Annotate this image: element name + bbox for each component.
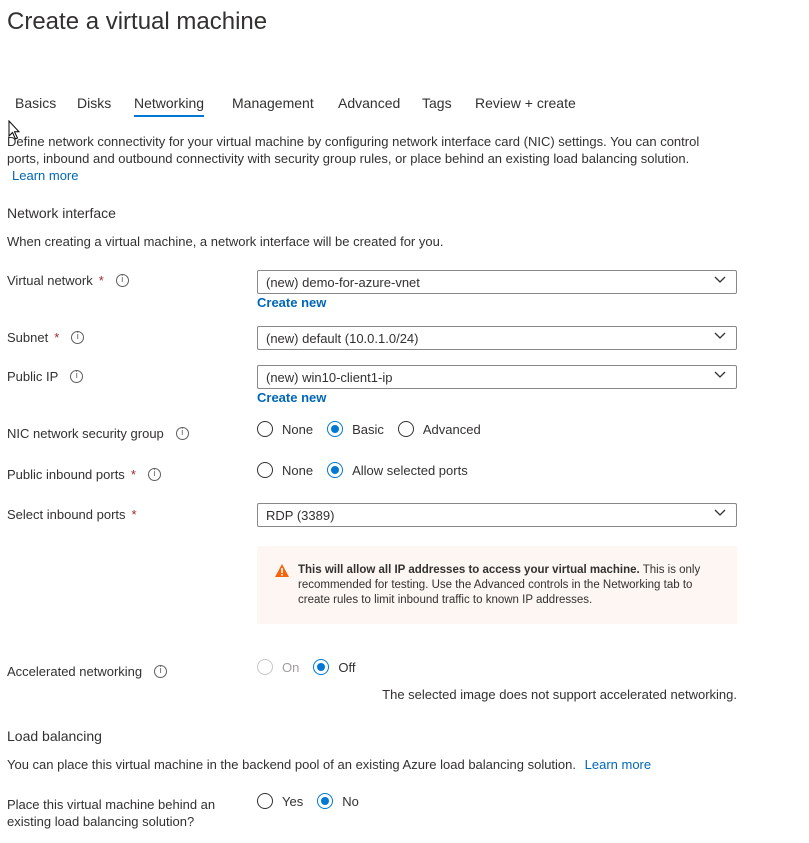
- radio-button[interactable]: [257, 462, 273, 478]
- nsg-label: NIC network security group i: [7, 426, 189, 441]
- tab-bar: [0, 92, 809, 120]
- nsg-option-basic[interactable]: Basic: [327, 421, 384, 437]
- select-inbound-ports-dropdown[interactable]: [257, 503, 737, 527]
- info-icon[interactable]: i: [70, 370, 83, 383]
- chevron-down-icon: [714, 371, 726, 379]
- chevron-down-icon: [714, 332, 726, 340]
- nsg-radio-group: [257, 421, 495, 437]
- tab-management[interactable]: Management: [232, 95, 314, 111]
- virtual-network-create-new-link[interactable]: Create new: [257, 295, 327, 310]
- intro-learn-more-link[interactable]: Learn more: [12, 168, 79, 183]
- radio-button: [257, 659, 273, 675]
- subnet-value: (new) default (10.0.1.0/24): [266, 331, 419, 346]
- warning-bold-text: This will allow all IP addresses to access your virtual machine.: [298, 564, 640, 576]
- required-marker: *: [130, 467, 136, 482]
- load-balancing-heading: Load balancing: [7, 728, 102, 744]
- inbound-ports-option-allow[interactable]: Allow selected ports: [327, 462, 468, 478]
- public-ip-label: Public IP i: [7, 369, 83, 384]
- radio-button[interactable]: [313, 659, 329, 675]
- info-icon[interactable]: i: [116, 274, 129, 287]
- page-title: Create a virtual machine: [7, 8, 268, 35]
- intro-text: Define network connectivity for your virtual machine by configuring network interface card (NIC) settings. You can control ports, inbound and outbound connectivity with security group rules, or place behind an existing load balancing solution.: [7, 134, 700, 166]
- select-inbound-ports-value: RDP (3389): [266, 508, 335, 523]
- chevron-down-icon: [714, 509, 726, 517]
- network-interface-subtext: When creating a virtual machine, a network interface will be created for you.: [7, 234, 444, 249]
- radio-button[interactable]: [327, 421, 343, 437]
- warning-text: [298, 563, 723, 608]
- tab-advanced[interactable]: Advanced: [338, 95, 401, 111]
- public-ip-create-new-link[interactable]: Create new: [257, 390, 327, 405]
- info-icon[interactable]: i: [154, 665, 167, 678]
- warning-banner: [257, 546, 737, 624]
- load-balancing-subtext: You can place this virtual machine in the backend pool of an existing Azure load balancing solution. Learn more: [7, 757, 652, 772]
- radio-button[interactable]: [327, 462, 343, 478]
- tab-review-create[interactable]: Review + create: [475, 95, 576, 111]
- public-ip-value: (new) win10-client1-ip: [266, 370, 393, 385]
- accelerated-networking-note: The selected image does not support accelerated networking.: [382, 687, 737, 702]
- inbound-ports-option-none[interactable]: None: [257, 462, 313, 478]
- virtual-network-dropdown[interactable]: [257, 270, 737, 294]
- place-behind-option-yes[interactable]: Yes: [257, 793, 303, 809]
- inbound-ports-radio-group: [257, 462, 482, 478]
- warning-icon: [274, 563, 290, 578]
- required-marker: *: [98, 273, 104, 288]
- tab-basics[interactable]: Basics: [15, 95, 57, 111]
- tab-disks[interactable]: Disks: [77, 95, 112, 111]
- accelerated-option-off[interactable]: Off: [313, 659, 355, 675]
- radio-button[interactable]: [398, 421, 414, 437]
- place-behind-option-no[interactable]: No: [317, 793, 359, 809]
- accelerated-radio-group: [257, 659, 369, 675]
- nsg-option-none[interactable]: None: [257, 421, 313, 437]
- info-icon[interactable]: i: [176, 427, 189, 440]
- radio-button[interactable]: [317, 793, 333, 809]
- tab-networking[interactable]: Networking: [134, 95, 205, 111]
- place-behind-radio-group: [257, 793, 373, 809]
- radio-button[interactable]: [257, 421, 273, 437]
- subnet-label: Subnet * i: [7, 330, 84, 345]
- intro-description: [7, 133, 732, 184]
- required-marker: *: [54, 330, 60, 345]
- nsg-option-advanced[interactable]: Advanced: [398, 421, 481, 437]
- subnet-dropdown[interactable]: [257, 326, 737, 350]
- load-balancing-learn-more-link[interactable]: Learn more: [584, 757, 652, 772]
- info-icon[interactable]: i: [71, 331, 84, 344]
- virtual-network-value: (new) demo-for-azure-vnet: [266, 275, 420, 290]
- warning-body-text: This is only recommended for testing. Use the Advanced controls in the Networking tab to create rules to limit inbound traffic to known IP addresses.: [298, 564, 701, 606]
- chevron-down-icon: [714, 276, 726, 284]
- radio-button[interactable]: [257, 793, 273, 809]
- place-behind-label: Place this virtual machine behind an existing load balancing solution?: [7, 797, 216, 829]
- accelerated-networking-label: Accelerated networking i: [7, 664, 167, 679]
- tab-tags[interactable]: Tags: [422, 95, 452, 111]
- info-icon[interactable]: i: [148, 468, 161, 481]
- virtual-network-label: Virtual network * i: [7, 273, 129, 288]
- required-marker: *: [131, 507, 137, 522]
- public-inbound-ports-label: Public inbound ports * i: [7, 467, 161, 482]
- public-ip-dropdown[interactable]: [257, 365, 737, 389]
- accelerated-option-on: On: [257, 659, 299, 675]
- network-interface-heading: Network interface: [7, 205, 116, 221]
- select-inbound-ports-label: Select inbound ports *: [7, 507, 137, 522]
